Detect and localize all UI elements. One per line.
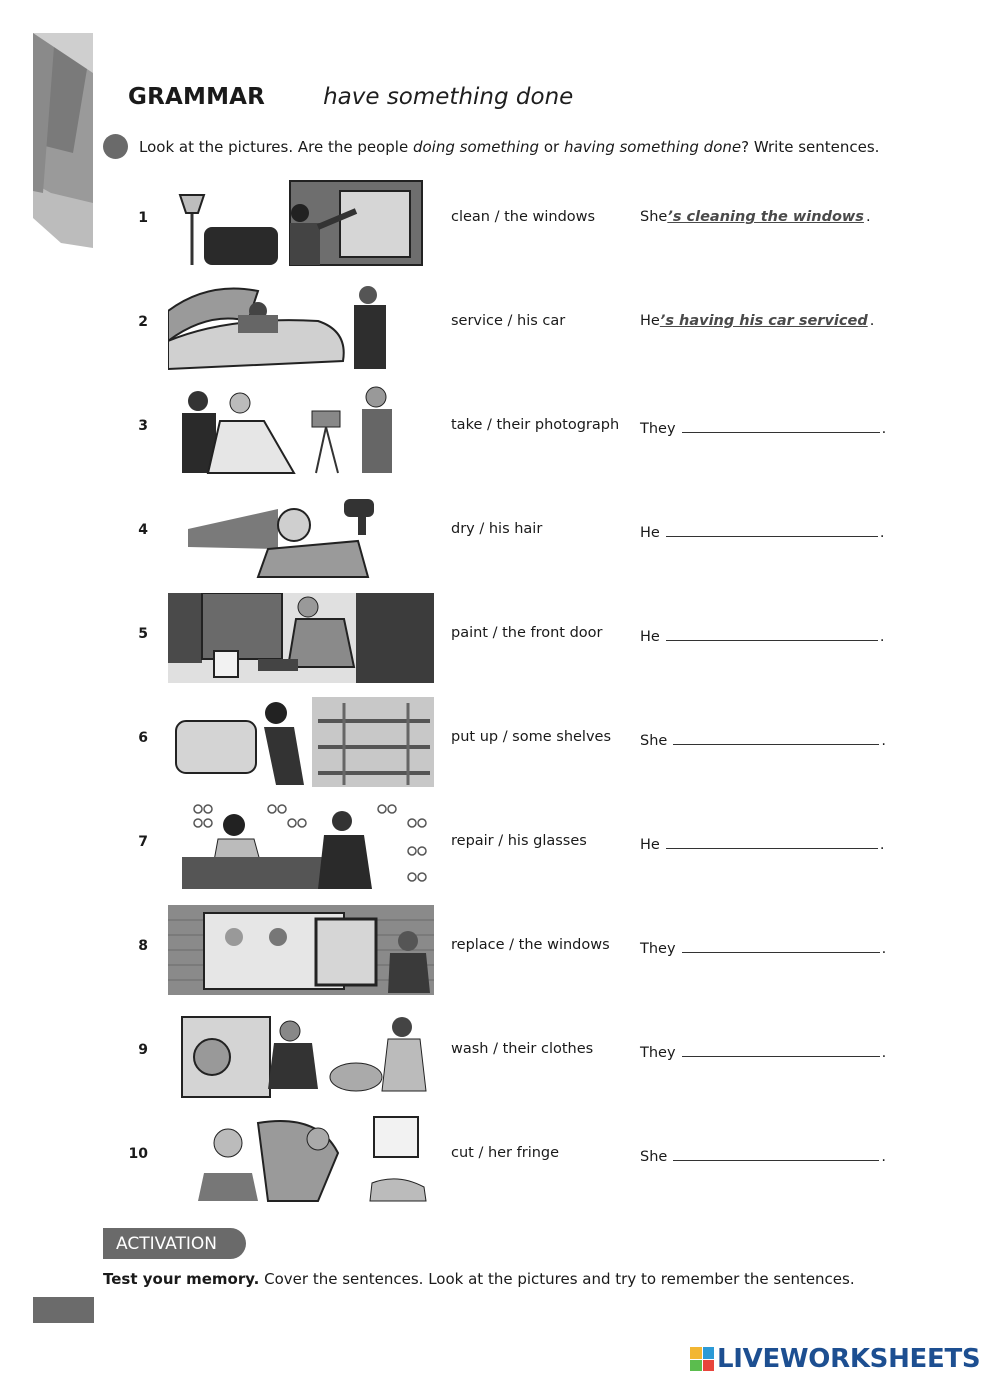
optician-glasses-illustration [168,801,434,891]
answer-sentence: He . [640,625,884,645]
answer-sentence: He . [640,521,884,541]
woman-cleaning-window-illustration [168,177,434,267]
answer-sentence: They . [640,417,886,437]
logo-square-3 [690,1360,702,1372]
exercise-number: 7 [138,834,148,850]
exercise-prompt: take / their photograph [451,417,620,433]
activation-badge: ACTIVATION [103,1228,246,1259]
hairdresser-fringe-illustration [168,1113,434,1203]
answer-sentence: They . [640,1041,886,1061]
logo-square-1 [690,1347,702,1359]
exercise-number: 1 [138,210,148,226]
page-footer-block [33,1297,94,1323]
logo-square-4 [703,1360,715,1372]
answer-blank-input[interactable] [682,937,880,953]
exercise-number: 5 [138,626,148,642]
answer-subject: They [640,421,676,437]
exercise-prompt: paint / the front door [451,625,603,641]
couple-washing-machine-illustration [168,1009,434,1099]
bullet-icon [103,134,128,159]
exercise-number: 3 [138,418,148,434]
exercise-row [0,801,999,891]
answer-sentence: He ’s having his car serviced . [640,313,875,329]
answer-blank-input[interactable] [682,417,880,433]
answer-blank-input[interactable] [666,833,878,849]
woman-shelves-illustration [168,697,434,787]
man-hairdryer-illustration [168,489,434,579]
exercise-prompt: dry / his hair [451,521,543,537]
photographer-couple-illustration [168,385,434,475]
section-title: GRAMMAR [128,84,266,110]
answer-subject: He [640,313,660,329]
section-topic: have something done [323,84,574,110]
exercise-row [0,177,999,267]
exercise-number: 10 [128,1146,148,1162]
exercise-number: 9 [138,1042,148,1058]
exercise-row [0,385,999,475]
exercise-row [0,1113,999,1203]
exercise-row [0,281,999,371]
exercise-row [0,905,999,995]
logo-icon [690,1347,714,1371]
instruction-text: Look at the pictures. Are the people doing something or having something done? Write sentences. [139,137,880,156]
exercise-prompt: wash / their clothes [451,1041,594,1057]
liveworksheets-logo [690,1344,980,1374]
answer-sentence: She . [640,729,886,749]
section-heading [128,84,573,116]
exercise-row [0,593,999,683]
logo-square-2 [703,1347,715,1359]
instruction [103,134,879,159]
answer-blank-input[interactable] [682,1041,880,1057]
answer-sentence: He . [640,833,884,853]
answer-subject: She [640,733,668,749]
answer-subject: She [640,1149,668,1165]
answer-blank-input[interactable] [673,729,879,745]
exercise-prompt: repair / his glasses [451,833,587,849]
workman-replacing-window-illustration [168,905,434,995]
logo-text: LIVEWORKSHEETS [717,1344,981,1374]
answer-sentence: She . [640,1145,886,1165]
man-painting-door-illustration [168,593,434,683]
exercise-number: 4 [138,522,148,538]
exercise-row [0,1009,999,1099]
answer-filled-text: ’s having his car serviced [659,313,868,329]
answer-filled-text: ’s cleaning the windows [667,209,864,225]
answer-subject: They [640,1045,676,1061]
exercise-prompt: clean / the windows [451,209,596,225]
exercise-prompt: replace / the windows [451,937,610,953]
exercise-row [0,697,999,787]
exercise-number: 2 [138,314,148,330]
activation-instruction: Test your memory. Cover the sentences. Look at the pictures and try to remember the sentences. [103,1270,855,1288]
answer-subject: He [640,525,660,541]
exercise-row [0,489,999,579]
answer-subject: They [640,941,676,957]
exercise-number: 8 [138,938,148,954]
exercise-number: 6 [138,730,148,746]
answer-subject: He [640,629,660,645]
mechanic-servicing-car-illustration [168,281,434,371]
exercise-prompt: service / his car [451,313,566,329]
answer-blank-input[interactable] [666,625,878,641]
answer-sentence: They . [640,937,886,957]
answer-blank-input[interactable] [666,521,878,537]
answer-subject: He [640,837,660,853]
answer-sentence: She ’s cleaning the windows . [640,209,871,225]
exercise-prompt: put up / some shelves [451,729,612,745]
exercise-prompt: cut / her fringe [451,1145,560,1161]
answer-blank-input[interactable] [673,1145,879,1161]
answer-subject: She [640,209,668,225]
